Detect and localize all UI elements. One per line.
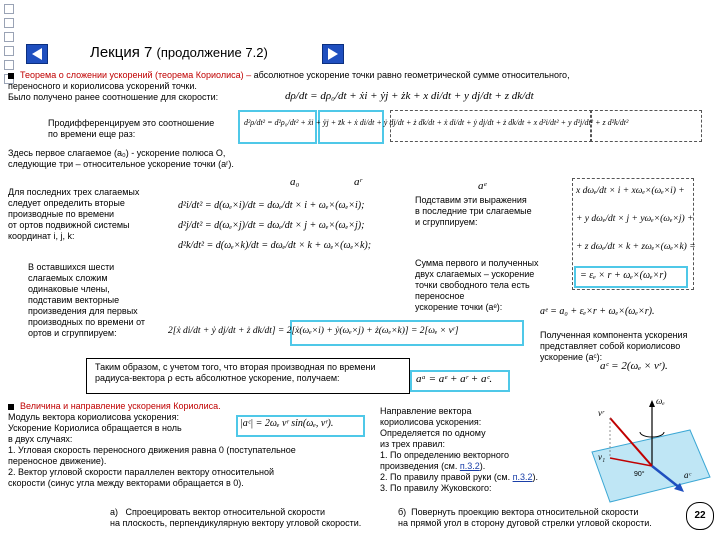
substitute-text (415, 195, 532, 228)
page-number: 22 (686, 502, 714, 530)
diff-line-2: по времени еще раз: (48, 129, 136, 139)
component-text (540, 330, 687, 363)
remaining-line: В оставшихся шести (28, 262, 115, 272)
sum-first-line: двух слагаемых – ускорение (415, 269, 535, 279)
box-a0 (238, 110, 317, 144)
sum-first-line: Сумма первого и полученных (415, 258, 539, 268)
d2k-formula: d²k/dt² = d(ωₑ×k)/dt = dωₑ/dt × k + ωₑ×(ωₑ×k); (178, 240, 372, 251)
footer-a (110, 507, 361, 529)
magnitude-line: Ускорение Кориолиса обращается в ноль (8, 423, 182, 433)
final-formula: aᵃ = aᵉ + aʳ + aᶜ. (416, 373, 493, 385)
footer-b-line-2: на прямой угол в сторону дуговой стрелки угловой скорости. (398, 518, 652, 528)
ac-formula: aᶜ = 2(ωₑ × vʳ). (600, 360, 668, 372)
remaining-line: произведения для первых (28, 306, 138, 316)
footer-a-line-1: Спроецировать вектор относительной скорости (125, 507, 325, 517)
sum-first-line: ускорение точки (aᵉ): (415, 302, 503, 312)
footer-a-label: а) (110, 507, 119, 517)
page-title (90, 44, 268, 61)
substitute-line: Подставим эти выражения (415, 195, 527, 205)
prev-slide-button[interactable] (26, 44, 48, 64)
ref-suffix: ). (479, 461, 486, 471)
footer-b (398, 507, 652, 529)
remaining-line: подставим векторные (28, 295, 120, 305)
magnitude-line: 2. Вектор угловой скорости параллелен вектору относительной (8, 467, 275, 477)
title-main: Лекция 7 (90, 44, 153, 61)
remaining-text (28, 262, 145, 339)
diff-text (48, 118, 214, 140)
sum-first-line: переносное (415, 291, 465, 301)
footer-b-label: б) (398, 507, 407, 517)
remaining-line: одинаковые члены, (28, 284, 110, 294)
diagram-label-angle: 90° (634, 471, 645, 478)
theorem-heading: Теорема о сложении ускорений (теорема Кориолиса) – (20, 70, 252, 80)
diagram-label-v1: v₁ (598, 452, 606, 462)
direction-line: из трех правил: (380, 439, 446, 449)
theorem-text-2: переносного и кориолисова ускорений точки. (8, 81, 197, 91)
ref-suffix: ). (532, 472, 538, 482)
magnitude-line: переносное движение). (8, 456, 107, 466)
sum-first-text (415, 258, 539, 313)
component-line: Полученная компонента ускорения (540, 330, 688, 340)
footer-b-line-1: Повернуть проекцию вектора относительной скорости (411, 507, 639, 517)
next-slide-button[interactable] (322, 44, 344, 64)
substitute-line: в последние три слагаемые (415, 206, 532, 216)
title-sub: (продолжение 7.2) (156, 45, 268, 60)
last-three-line: производные по времени (8, 209, 115, 219)
diagram-label-ac: aᶜ (684, 470, 691, 480)
velocity-formula: dρ/dt = dρ₀/dt + ẋi + ẏj + żk + x di/dt + y dj/dt + z dk/dt (285, 90, 534, 102)
last-three-text (8, 187, 139, 242)
theorem-text-1: абсолютное ускорение точки равно геометрической сумме относительного, (253, 70, 570, 80)
accel-formula: d²ρ/dt² = d²ρ₀/dt² + ẍi + ÿj + z̈k + ẋ di/dt + ẏ dj/dt + ż dk/dt + ẋ di/dt + ẏ dj/dt + ż dk/dt + x d²i/dt² + y d²j/dt² + z d²k/dt² (244, 118, 629, 127)
arrow-right-icon (323, 45, 343, 63)
theorem-text-3: Было получено ранее соотношение для скорости: (8, 92, 219, 102)
omega-arrowhead-icon (649, 400, 655, 407)
direction-line: Направление вектора (380, 406, 472, 416)
label-ar: aʳ (354, 176, 362, 188)
diagram-label-v: vʳ (598, 408, 604, 418)
direction-block (380, 406, 538, 494)
component-line: представляет собой кориолисово (540, 341, 681, 351)
bullet-icon (8, 404, 14, 410)
last-three-line: Для последних трех слагаемых (8, 187, 140, 197)
label-a0: a₀ (290, 176, 300, 188)
sub-formula-3: + z dωₑ/dt × k + zωₑ×(ωₑ×k) = (576, 242, 696, 252)
remaining-line: ортов и сгруппируем: (28, 328, 117, 338)
bullet-icon (8, 73, 14, 79)
conclusion-line-1: Таким образом, с учетом того, что вторая производная по времени (95, 362, 376, 372)
sum-first-line: точки свободного тела есть (415, 280, 530, 290)
direction-line: 2. По правилу правой руки (см. (380, 472, 511, 482)
diff-line-1: Продифференцируем это соотношение (48, 118, 215, 128)
magnitude-line: скорости (синус угла между векторами обращается в 0). (8, 478, 244, 488)
ae-formula: aᵉ = a₀ + εₑ×r + ωₑ×(ωₑ×r). (540, 306, 655, 317)
footer-a-line-2: на плоскость, перпендикулярную вектору угловой скорости. (110, 518, 362, 528)
label-ae: aᵉ (478, 180, 487, 192)
substitute-line: и сгруппируем: (415, 217, 478, 227)
direction-line: произведения (см. (380, 461, 458, 471)
conclusion-line-2: радиуса-вектора ρ есть абсолютное ускорение, получаем: (95, 373, 340, 383)
d2j-formula: d²j/dt² = d(ωₑ×j)/dt = dωₑ/dt × j + ωₑ×(ωₑ×j); (178, 220, 365, 231)
ref-link-2[interactable]: п.3.2 (512, 472, 533, 482)
magnitude-line: 1. Угловая скорость переносного движения равна 0 (поступательное (8, 445, 296, 455)
magnitude-heading: Величина и направление ускорения Кориолиса. (20, 401, 221, 411)
sub-formula-4: = εₑ × r + ωₑ×(ωₑ×r) (580, 270, 667, 281)
component-line: ускорение (aᶜ): (540, 352, 603, 362)
conclusion-box (86, 358, 410, 394)
direction-line: 3. По правилу Жуковского: (380, 483, 492, 493)
ref-link-1[interactable]: п.3.2 (459, 461, 480, 471)
last-three-line: координат i, j, k: (8, 231, 75, 241)
terms-line-1: Здесь первое слагаемое (a₀) - ускорение полюса О, (8, 148, 226, 158)
coriolis-diagram (570, 392, 715, 507)
last-three-line: следует определить вторые (8, 198, 125, 208)
remaining-line: слагаемых сложим (28, 273, 108, 283)
sub-formula-1: x dωₑ/dt × i + xωₑ×(ωₑ×i) + (576, 186, 685, 196)
magnitude-line: Модуль вектора кориолисова ускорения: (8, 412, 179, 422)
terms-line-2: следующие три – относительное ускорение точки (aʳ). (8, 159, 234, 169)
diagram-label-omega: ωₑ (656, 396, 665, 406)
last-three-line: от ортов подвижной системы (8, 220, 130, 230)
direction-line: кориолисова ускорения: (380, 417, 482, 427)
terms-text (8, 148, 234, 170)
direction-line: Определяется по одному (380, 428, 486, 438)
modulus-formula: |aᶜ| = 2ωₑ vʳ sin(ωₑ, vʳ). (240, 418, 334, 429)
magnitude-line: в двух случаях: (8, 434, 73, 444)
sub-formula-2: + y dωₑ/dt × j + yωₑ×(ωₑ×j) + (576, 214, 694, 224)
group-formula: 2[ẋ di/dt + ẏ dj/dt + ż dk/dt] = 2[ẋ(ωₑ×i) + ẏ(ωₑ×j) + ż(ωₑ×k)] = 2[ωₑ × vʳ] (168, 326, 459, 336)
direction-line: 1. По определению векторного (380, 450, 509, 460)
remaining-line: производных по времени от (28, 317, 146, 327)
box-ar (318, 110, 384, 144)
arrow-left-icon (27, 45, 47, 63)
d2i-formula: d²i/dt² = d(ωₑ×i)/dt = dωₑ/dt × i + ωₑ×(ωₑ×i); (178, 200, 365, 211)
